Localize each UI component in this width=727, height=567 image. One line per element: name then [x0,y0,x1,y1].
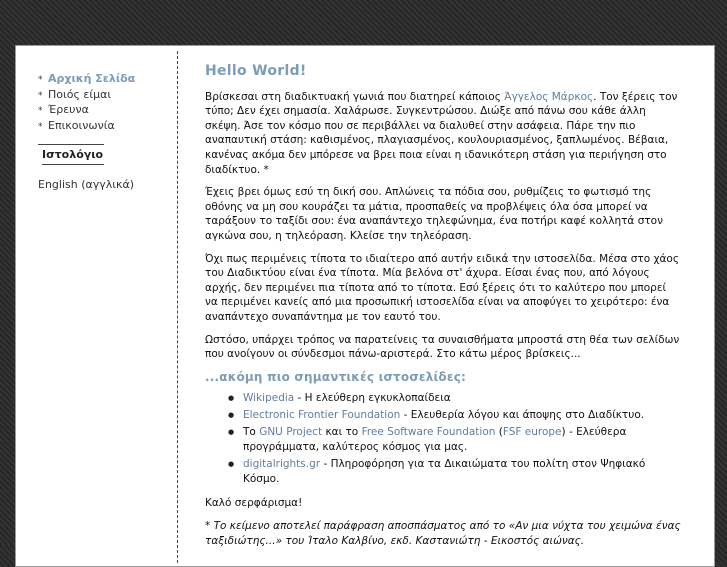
gnu-project-link[interactable]: GNU Project [259,426,323,439]
sidebar-item-label: Επικοινωνία [48,118,115,132]
bullet-star-icon: * [38,121,43,132]
sidebar-item-research[interactable] [38,103,178,119]
fsf-europe-link[interactable]: FSF europe [502,426,562,439]
list-item [243,457,681,486]
page-container [15,45,715,567]
list-item-text: Το [243,426,260,439]
sidebar-item-contact[interactable] [38,119,178,135]
list-item-text: - Η ελεύθερη εγκυκλοπαίδεια [294,392,451,405]
list-item [243,425,681,454]
citation-note: * Το κείμενο αποτελεί παράφραση αποσπάσματος από το «Αν μια νύχτα του χειμώνα ένας ταξιδιώτης...» του Ίταλο Καλβίνο, εκδ. Καστανιώτη - Εικοστός αιώνας. [205,519,681,547]
main-content [205,64,681,556]
paragraph-3: Όχι πως περιμένεις τίποτα το ιδιαίτερο από αυτήν ειδικά την ιστοσελίδα. Μέσα στο χάος του Διαδικτύου είναι ένα τίποτα. Μία βελόνα στ' άχυρα. Είσαι ένας που, από λόγους αρχής, δεν περιμένει πια τίποτα από το τίποτα. Εσύ ξέρεις ότι το καλύτερο που μπορεί να περιμένει κανείς από μια προσωπική ιστοσελίδα είναι να αποφύγει το χειρότερο: ένα αναπάντεχο συναπάντημα με τον εαυτό του. [205,252,680,323]
bullet-star-icon: * [38,90,43,101]
links-heading: ...ακόμη πιο σημαντικές ιστοσελίδες: [205,369,467,384]
fsf-link[interactable]: Free Software Foundation [361,426,496,439]
list-item [243,391,681,406]
sidebar-item-label: Έρευνα [48,103,89,117]
links-list [205,391,681,486]
sidebar-blog-link[interactable]: Ιστολόγιο [42,148,104,165]
author-link[interactable]: Άγγελος Μάρκος [504,90,594,103]
digitalrights-link[interactable]: digitalrights.gr [243,458,321,471]
bullet-star-icon: * [38,106,43,117]
sidebar-item-label: Αρχική Σελίδα [48,72,136,85]
list-item-text: - Πληροφόρηση για τα Δικαιώματα του πολίτη στον Ψηφιακό Κόσμο. [243,458,646,485]
sidebar-item-label: Ποιός είμαι [48,87,112,101]
paragraph-2: Έχεις βρει όμως εσύ τη δική σου. Απλώνεις τα πόδια σου, ρυθμίζεις το φωτισμό της οθόνης να μη σου κουράζει τα μάτια, προσπαθείς να προβλέψεις όλα όσα μπορεί να ταράξουν το ταξίδι σου: ένα αναπάντεχο τηλεφώνημα, ένα ποτήρι καφέ κολλητά στον αγκώνα σου, η τηλεόραση. Κλείσε την τηλεόραση. [205,186,663,242]
sidebar-item-about[interactable] [38,88,178,104]
eff-link[interactable]: Electronic Frontier Foundation [243,409,401,422]
english-version-link[interactable]: English (αγγλικά) [38,178,135,192]
sidebar-nav [38,72,178,134]
list-item [243,408,681,423]
list-item-text: και το [322,426,362,439]
intro-text-end: . Τον ξέρεις τον τύπο; Δεν έχει σημασία. Χαλάρωσε. Συγκεντρώσου. Διώξε από πάνω σου κάθε άλλη σκέψη. Άσε τον κόσμο που σε περιβάλλει να διαλυθεί στην ασάφεια. Πάρε την πιο αναπαυτική στάση: καθισμένος, πλαγιασμένος, κουλουριασμένος, ξαπλωμένος. Βέβαια, κανένας ακόμα δεν μπόρεσε να βρει ποια είναι η ιδανικότερη στάση για περιήγηση στο διαδίκτυο. * [205,90,678,176]
list-item-text: - Ελευθερία λόγου και άποψης στο Διαδίκτυο. [400,409,645,422]
bullet-star-icon: * [38,75,43,85]
list-item-text: ) - Ελεύθερα προγράμματα, καλύτερος κόσμος για μας. [243,426,627,454]
list-item-text: ( [495,426,503,439]
sidebar-item-home[interactable] [38,72,178,88]
sidebar-divider [38,144,104,145]
page-title: Hello World! [205,63,307,79]
paragraph-4: Ωστόσο, υπάρχει τρόπος να παρατείνεις τα συναισθήματα μπροστά στη θέα των σελίδων που ανοίγουν οι σύνδεσμοι πάνω-αριστερά. Στο κάτω μέρος βρίσκεις... [205,333,680,361]
column-divider [177,51,178,563]
wikipedia-link[interactable]: Wikipedia [243,392,295,405]
sidebar [38,72,178,191]
intro-paragraph [205,90,681,178]
intro-text-start: Βρίσκεσαι στη διαδικτυακή γωνιά που διατηρεί κάποιος [205,90,505,103]
closing-text: Καλό σερφάρισμα! [205,497,303,510]
